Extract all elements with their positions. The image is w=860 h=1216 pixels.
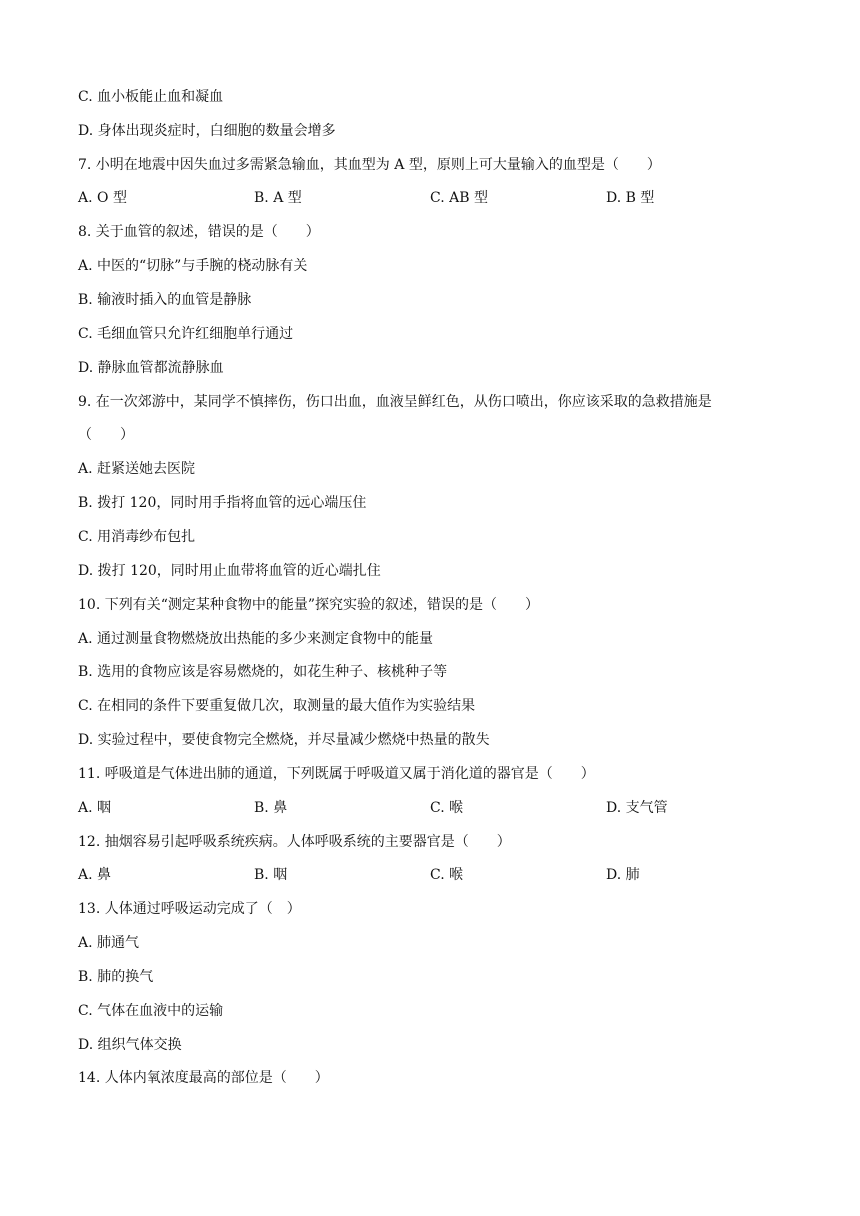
q12-option-a: A. 鼻	[78, 867, 112, 883]
question-7: 7. 小明在地震中因失血过多需紧急输血，其血型为 A 型，原则上可大量输入的血型是（ ）	[78, 157, 661, 173]
question-11: 11. 呼吸道是气体进出肺的通道，下列既属于呼吸道又属于消化道的器官是（ ）	[78, 766, 595, 782]
question-8: 8. 关于血管的叙述，错误的是（ ）	[78, 224, 320, 240]
q11-option-b: B. 鼻	[254, 800, 288, 816]
q12-option-c: C. 喉	[430, 867, 464, 883]
q8-option-b: B. 输液时插入的血管是静脉	[78, 292, 252, 308]
q6-option-d: D. 身体出现炎症时，白细胞的数量会增多	[78, 123, 336, 139]
q11-option-c: C. 喉	[430, 800, 464, 816]
q7-option-c: C. AB 型	[430, 190, 488, 206]
question-12: 12. 抽烟容易引起呼吸系统疾病。人体呼吸系统的主要器官是（ ）	[78, 834, 511, 850]
q8-option-a: A. 中医的“切脉”与手腕的桡动脉有关	[78, 258, 308, 274]
q9-option-a: A. 赶紧送她去医院	[78, 461, 196, 477]
q7-option-a: A. O 型	[78, 190, 127, 206]
q6-option-c: C. 血小板能止血和凝血	[78, 89, 224, 105]
q13-option-b: B. 肺的换气	[78, 969, 154, 985]
q8-option-c: C. 毛细血管只允许红细胞单行通过	[78, 326, 294, 342]
q13-option-c: C. 气体在血液中的运输	[78, 1003, 224, 1019]
question-12-options	[78, 865, 798, 885]
question-7-options	[78, 188, 798, 208]
question-11-options	[78, 798, 798, 818]
q9-option-b: B. 拨打 120，同时用手指将血管的远心端压住	[78, 495, 367, 511]
q7-option-d: D. B 型	[606, 190, 655, 206]
question-13: 13. 人体通过呼吸运动完成了（ ）	[78, 901, 301, 917]
q11-option-d: D. 支气管	[606, 800, 668, 816]
q9-option-c: C. 用消毒纱布包扎	[78, 529, 196, 545]
q12-option-b: B. 咽	[254, 867, 288, 883]
q11-option-a: A. 咽	[78, 800, 112, 816]
question-10: 10. 下列有关“测定某种食物中的能量”探究实验的叙述，错误的是（ ）	[78, 597, 540, 613]
q10-option-a: A. 通过测量食物燃烧放出热能的多少来测定食物中的能量	[78, 631, 434, 647]
q13-option-d: D. 组织气体交换	[78, 1037, 182, 1053]
q10-option-d: D. 实验过程中，要使食物完全燃烧，并尽量减少燃烧中热量的散失	[78, 732, 490, 748]
q9-option-d: D. 拨打 120，同时用止血带将血管的近心端扎住	[78, 563, 381, 579]
question-14: 14. 人体内氧浓度最高的部位是（ ）	[78, 1070, 329, 1086]
q7-option-b: B. A 型	[254, 190, 302, 206]
q13-option-a: A. 肺通气	[78, 935, 140, 951]
q10-option-c: C. 在相同的条件下要重复做几次，取测量的最大值作为实验结果	[78, 698, 476, 714]
q8-option-d: D. 静脉血管都流静脉血	[78, 360, 224, 376]
q12-option-d: D. 肺	[606, 867, 640, 883]
q10-option-b: B. 选用的食物应该是容易燃烧的，如花生种子、核桃种子等	[78, 664, 448, 680]
question-9-continuation: （ ）	[78, 427, 134, 443]
question-9: 9. 在一次郊游中，某同学不慎摔伤，伤口出血，血液呈鲜红色，从伤口喷出，你应该采取的急救措施是	[78, 394, 712, 410]
